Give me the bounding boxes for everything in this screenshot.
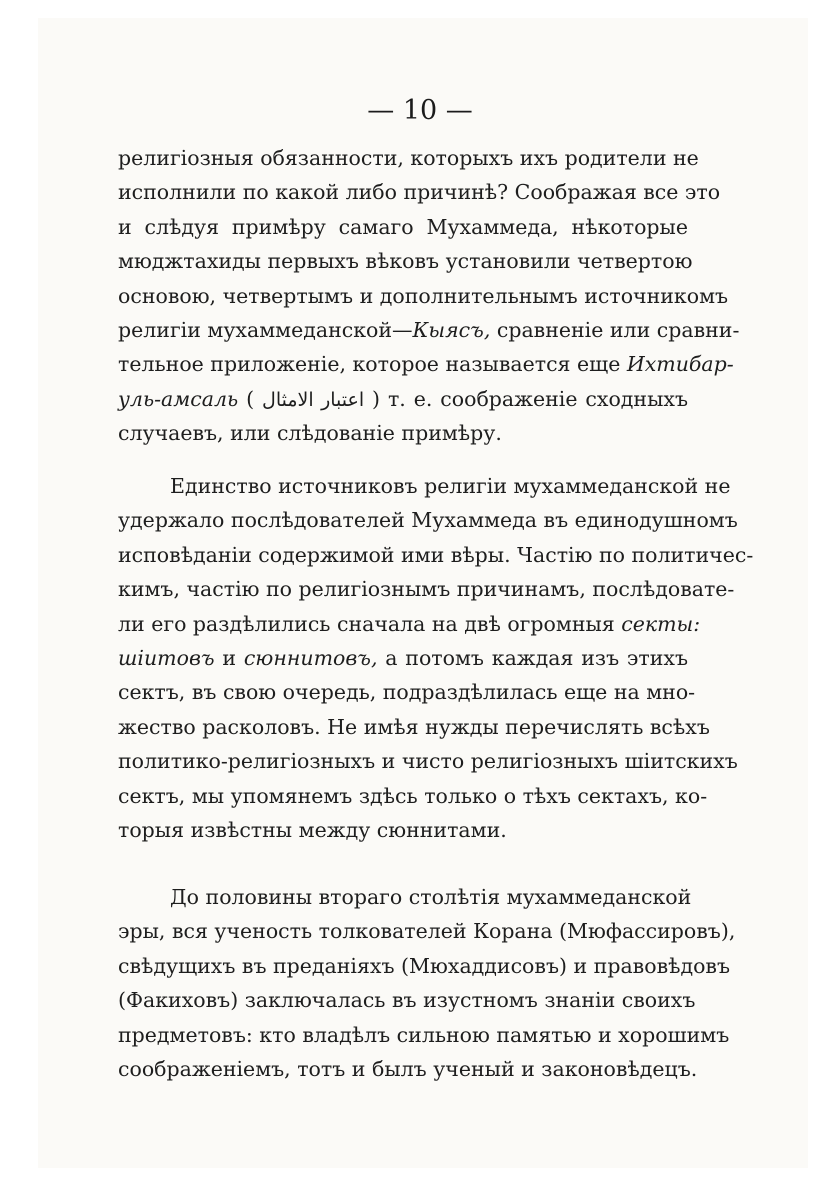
page-number: — 10 — xyxy=(367,95,473,126)
text-line: свѣдущихъ въ преданіяхъ (Мюхаддисовъ) и правовѣдовъ xyxy=(118,953,731,978)
text-segment: тельное приложеніе, которое называется еще xyxy=(118,352,627,377)
text-line: исповѣданіи содержимой ими вѣры. Частію по политичес- xyxy=(118,542,754,567)
text-segment: сравненіе или сравни- xyxy=(490,317,740,342)
text-line: (Факиховъ) заключалась въ изустномъ знаніи своихъ xyxy=(118,988,696,1013)
text-line: торыя извѣстны между сюннитами. xyxy=(118,817,507,842)
term-amsal: уль-амсаль xyxy=(118,386,239,411)
text-line: До половины втораго столѣтія мухаммеданской xyxy=(170,885,692,909)
arabic-term: اعتبار الامثال xyxy=(262,388,365,411)
term-syunnitov: сюннитовъ, xyxy=(243,645,378,670)
paragraph-1 xyxy=(118,141,740,451)
text-line: сектъ, въ свою очередь, подраздѣлилась еще на мно- xyxy=(118,680,696,705)
text-segment: а потомъ каждая изъ этихъ xyxy=(377,645,688,670)
term-kyas: Кыясъ, xyxy=(412,317,491,342)
text-line xyxy=(118,347,734,381)
text-line: случаевъ, или слѣдованіе примѣру. xyxy=(118,421,502,446)
text-segment: ) т. е. соображеніе сходныхъ xyxy=(364,386,688,411)
paragraph-3 xyxy=(118,880,736,1086)
text-segment: ли его раздѣлились сначала на двѣ огромныя xyxy=(118,611,622,636)
text-segment: ( xyxy=(238,386,263,411)
text-segment: и xyxy=(214,645,244,670)
text-line xyxy=(118,313,740,347)
paragraph-2 xyxy=(118,469,754,847)
text-line: и слѣдуя примѣру самаго Мухаммеда, нѣкоторые xyxy=(118,214,688,239)
text-line: основою, четвертымъ и дополнительнымъ источникомъ xyxy=(118,283,729,308)
text-line xyxy=(118,607,701,641)
text-line: мюджтахиды первыхъ вѣковъ установили четвертою xyxy=(118,249,693,274)
term-sekty: секты: xyxy=(621,611,701,636)
text-line: эры, вся ученость толкователей Корана (Мюфассировъ), xyxy=(118,919,736,944)
text-line xyxy=(118,382,688,416)
text-line: религіозныя обязанности, которыхъ ихъ родители не xyxy=(118,146,699,170)
text-line: Единство источниковъ религіи мухаммеданской не xyxy=(170,474,731,498)
text-segment: религіи мухаммеданской— xyxy=(118,317,413,342)
text-line: предметовъ: кто владѣлъ сильною памятью и хорошимъ xyxy=(118,1022,730,1047)
term-ihtibar: Ихтибар- xyxy=(626,352,734,377)
text-line: жество расколовъ. Не имѣя нужды перечислять всѣхъ xyxy=(118,714,710,739)
term-shiitov: шіитовъ xyxy=(118,645,215,670)
text-line: кимъ, частію по религіознымъ причинамъ, послѣдовате- xyxy=(118,577,735,602)
text-line: политико-религіозныхъ и чисто религіозныхъ шіитскихъ xyxy=(118,749,738,774)
text-line xyxy=(118,641,688,675)
text-line: соображеніемъ, тотъ и былъ ученый и законовѣдецъ. xyxy=(118,1056,698,1081)
text-line: удержало послѣдователей Мухаммеда въ единодушномъ xyxy=(118,508,738,533)
text-line: исполнили по какой либо причинѣ? Соображая все это xyxy=(118,180,721,205)
text-line: сектъ, мы упомянемъ здѣсь только о тѣхъ сектахъ, ко- xyxy=(118,783,708,808)
